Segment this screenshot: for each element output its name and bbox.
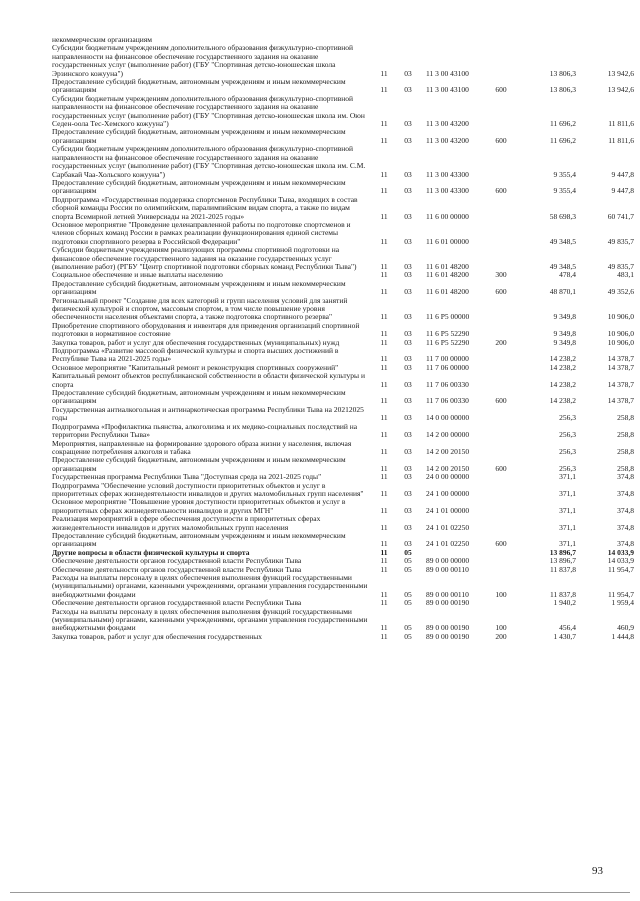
row-name: Субсидии бюджетным учреждениям дополнительного образования физкультурно-спортивной направленности на финансовое обеспечение государственного задания на оказание государственных услуг (выполнение работ) (ГБУ "Спортивная детско-юношеская школа Эрзинского кожууна") bbox=[52, 43, 354, 78]
row-target-code: 11 3 00 43100 bbox=[426, 85, 469, 95]
row-subsection: 05 bbox=[404, 598, 412, 608]
row-target-code: 11 3 00 43200 bbox=[426, 119, 469, 129]
row-name: Другие вопросы в области физической культуры и спорта bbox=[52, 547, 250, 557]
row-subsection: 03 bbox=[404, 539, 412, 549]
row-target-code: 11 6 01 48200 bbox=[426, 270, 469, 280]
row-amount-2022: 9 355,4 bbox=[553, 186, 576, 196]
row-expense-type bbox=[490, 599, 512, 607]
row-name: Предоставление субсидий бюджетным, автономным учреждениям и иным некоммерческим организациям bbox=[52, 530, 346, 549]
row-amount-2022: 1 430,7 bbox=[553, 631, 576, 641]
row-name: Основное мероприятие "Повышение уровня доступности приоритетных объектов и услуг в приоритетных сферах жизнедеятельности инвалидов и других МГН" bbox=[52, 497, 346, 515]
row-subsection: 03 bbox=[404, 430, 412, 440]
row-amount-2022: 256,3 bbox=[559, 446, 576, 456]
row-expense-type bbox=[490, 246, 512, 271]
row-name: Основное мероприятие "Капитальный ремонт и реконструкция спортивных сооружений" bbox=[52, 362, 339, 372]
row-expense-type: 600 bbox=[495, 396, 507, 406]
row-section: 11 bbox=[380, 623, 388, 633]
row-amount-2022: 13 896,7 bbox=[549, 547, 576, 557]
row-subsection: 03 bbox=[404, 211, 412, 221]
table-row bbox=[52, 246, 634, 271]
row-section: 11 bbox=[380, 522, 388, 532]
row-amount-2022: 371,1 bbox=[559, 505, 576, 515]
row-amount-2022: 49 348,5 bbox=[549, 236, 576, 246]
row-name: Основное мероприятие "Проведение целенаправленной работы по подготовке спортсменов и членов сборных команд России в рамках реализации функционирования единой системы подготовки спортивного резерва в Российской Федерации" bbox=[52, 219, 351, 246]
row-expense-type: 600 bbox=[495, 539, 507, 549]
row-section: 11 bbox=[380, 211, 388, 221]
footer-divider bbox=[10, 892, 630, 893]
row-amount-2022: 456,4 bbox=[559, 623, 576, 633]
row-section: 11 bbox=[380, 329, 388, 339]
row-name: Предоставление субсидий бюджетным, автономным учреждениям и иным некоммерческим организациям bbox=[52, 127, 346, 145]
table-row bbox=[52, 532, 634, 549]
row-amount-2023: 10 906,0 bbox=[607, 329, 634, 339]
row-subsection: 05 bbox=[404, 547, 412, 557]
row-expense-type bbox=[490, 196, 512, 221]
row-target-code: 89 0 00 00190 bbox=[426, 623, 470, 633]
row-name: некоммерческим организациям bbox=[52, 35, 152, 44]
row-expense-type: 100 bbox=[495, 589, 507, 599]
row-expense-type: 200 bbox=[495, 631, 507, 641]
row-target-code: 11 6 01 48200 bbox=[426, 287, 469, 297]
row-amount-2023: 374,8 bbox=[617, 539, 634, 549]
row-section: 11 bbox=[380, 446, 388, 456]
table-row bbox=[52, 128, 634, 145]
row-amount-2022: 9 349,8 bbox=[553, 329, 576, 339]
row-expense-type: 600 bbox=[495, 463, 507, 473]
row-target-code: 24 1 01 00000 bbox=[426, 505, 470, 515]
row-amount-2023: 11 811,6 bbox=[608, 135, 634, 145]
table-row bbox=[52, 456, 634, 473]
row-amount-2022: 14 238,2 bbox=[549, 379, 576, 389]
row-amount-2023: 258,8 bbox=[617, 463, 634, 473]
row-target-code: 89 0 00 00110 bbox=[426, 589, 469, 599]
row-expense-type bbox=[490, 364, 512, 372]
row-section: 11 bbox=[380, 631, 388, 641]
row-expense-type bbox=[490, 473, 512, 481]
row-section: 11 bbox=[380, 598, 388, 608]
row-name: Предоставление субсидий бюджетным, автономным учреждениям и иным некоммерческим организациям bbox=[52, 388, 346, 406]
row-name: Реализация мероприятий в сфере обеспечения доступности в приоритетных сферах жизнедеятельности инвалидов и других маломобильных групп населения bbox=[52, 514, 321, 532]
row-amount-2023: 10 906,0 bbox=[607, 312, 634, 322]
row-subsection: 05 bbox=[404, 589, 412, 599]
row-target-code: 11 7 06 00000 bbox=[426, 362, 469, 372]
row-expense-type bbox=[490, 423, 512, 440]
row-expense-type: 600 bbox=[495, 186, 507, 196]
row-amount-2022: 256,3 bbox=[559, 430, 576, 440]
row-amount-2023: 49 352,6 bbox=[607, 287, 634, 297]
row-expense-type bbox=[490, 515, 512, 532]
row-amount-2022: 1 940,2 bbox=[553, 598, 576, 608]
row-target-code: 14 2 00 20150 bbox=[426, 463, 470, 473]
row-section: 11 bbox=[380, 379, 388, 389]
row-target-code: 11 7 00 00000 bbox=[426, 354, 469, 364]
row-section: 11 bbox=[380, 312, 388, 322]
row-amount-2023: 14 378,7 bbox=[607, 354, 634, 364]
row-section: 11 bbox=[380, 505, 388, 515]
row-amount-2023: 258,8 bbox=[617, 430, 634, 440]
table-row bbox=[52, 498, 634, 515]
row-expense-type bbox=[490, 498, 512, 515]
row-subsection: 05 bbox=[404, 564, 412, 574]
row-amount-2022: 256,3 bbox=[559, 413, 576, 423]
row-expense-type: 600 bbox=[495, 135, 507, 145]
row-amount-2022: 478,4 bbox=[559, 270, 576, 280]
row-amount-2022: 14 238,2 bbox=[549, 354, 576, 364]
row-subsection: 03 bbox=[404, 362, 412, 372]
row-amount-2023: 11 811,6 bbox=[608, 119, 634, 129]
row-subsection: 05 bbox=[404, 623, 412, 633]
row-name: Приобретение спортивного оборудования и инвентаря для приведения организаций спортивной подготовки в нормативное состояние bbox=[52, 320, 360, 339]
row-expense-type bbox=[490, 372, 512, 389]
row-amount-2022: 48 870,1 bbox=[549, 287, 576, 297]
row-name: Государственная антиалкогольная и антинаркотическая программа Республики Тыва на 20212025 годы bbox=[52, 404, 364, 423]
row-target-code bbox=[420, 36, 490, 44]
row-name: Мероприятия, направленные на формирование здорового образа жизни у населения, включая сокращение потребления алкоголя и табака bbox=[52, 438, 352, 456]
row-target-code: 11 3 00 43300 bbox=[426, 169, 469, 179]
row-section: 11 bbox=[380, 186, 388, 196]
row-section: 11 bbox=[380, 564, 388, 574]
row-amount-2023: 460,9 bbox=[617, 623, 634, 633]
row-amount-2022: 9 349,8 bbox=[553, 312, 576, 322]
table-row bbox=[52, 95, 634, 129]
row-amount-2023: 258,8 bbox=[617, 446, 634, 456]
row-expense-type bbox=[490, 347, 512, 364]
row-expense-type bbox=[490, 297, 512, 322]
table-row bbox=[52, 515, 634, 532]
row-subsection: 03 bbox=[404, 119, 412, 129]
row-expense-type bbox=[490, 482, 512, 499]
row-amount-2022: 13 806,3 bbox=[549, 85, 576, 95]
row-subsection: 05 bbox=[404, 631, 412, 641]
table-row bbox=[52, 372, 634, 389]
row-amount-2022: 13 896,7 bbox=[549, 556, 576, 566]
row-name: Подпрограмма «Государственная поддержка спортсменов Республики Тыва, входящих в состав сборной команды России по олимпийским, паралимпийским видам спорта, а также по видам спорта Всемирной летней Универсиады на 2021-2025 годы» bbox=[52, 194, 358, 221]
row-amount-2022: 11 696,2 bbox=[550, 119, 576, 129]
row-amount-2023: 374,8 bbox=[617, 472, 634, 482]
row-name: Обеспечение деятельности органов государственной власти Республики Тыва bbox=[52, 598, 302, 608]
table-row bbox=[52, 322, 634, 339]
row-target-code: 24 1 01 02250 bbox=[426, 539, 470, 549]
row-amount-2023: 60 741,7 bbox=[607, 211, 634, 221]
row-subsection: 03 bbox=[404, 446, 412, 456]
row-section: 11 bbox=[380, 547, 388, 557]
row-amount-2023: 374,8 bbox=[617, 505, 634, 515]
row-target-code: 89 0 00 00000 bbox=[426, 556, 470, 566]
row-subsection: 03 bbox=[404, 413, 412, 423]
row-amount-2022: 9 349,8 bbox=[553, 337, 576, 347]
row-amount-2023: 13 942,6 bbox=[607, 68, 634, 78]
row-section: 11 bbox=[380, 413, 388, 423]
row-subsection: 05 bbox=[404, 556, 412, 566]
row-name: Обеспечение деятельности органов государственной власти Республики Тыва bbox=[52, 556, 302, 566]
row-section: 11 bbox=[380, 119, 388, 129]
row-target-code: 11 6 P5 52290 bbox=[426, 337, 470, 347]
row-subsection: 03 bbox=[404, 505, 412, 515]
row-section: 11 bbox=[380, 556, 388, 566]
budget-table bbox=[52, 36, 634, 641]
row-amount-2022: 371,1 bbox=[559, 472, 576, 482]
row-section: 11 bbox=[380, 539, 388, 549]
row-target-code: 89 0 00 00190 bbox=[426, 598, 470, 608]
row-target-code: 24 1 00 00000 bbox=[426, 488, 470, 498]
row-amount-2022: 9 355,4 bbox=[553, 169, 576, 179]
row-amount-2023: 14 378,7 bbox=[607, 396, 634, 406]
row-section: 11 bbox=[380, 270, 388, 280]
row-section: 11 bbox=[380, 362, 388, 372]
row-amount-2022: 58 698,3 bbox=[549, 211, 576, 221]
row-amount-2022 bbox=[512, 36, 576, 44]
row-target-code: 89 0 00 00190 bbox=[426, 631, 470, 641]
row-name: Расходы на выплаты персоналу в целях обеспечения выполнения функций государственными (муниципальными) органами, казенными учреждениями, органами управления государственными внебюджетными фондами bbox=[52, 573, 368, 599]
row-name: Закупка товаров, работ и услуг для обеспечения государственных bbox=[52, 631, 263, 641]
row-subsection: 03 bbox=[404, 270, 412, 280]
table-row bbox=[52, 423, 634, 440]
row-subsection: 03 bbox=[404, 522, 412, 532]
table-row bbox=[52, 389, 634, 406]
row-expense-type bbox=[490, 440, 512, 457]
row-section: 11 bbox=[380, 589, 388, 599]
row-name: Предоставление субсидий бюджетным, автономным учреждениям и иным некоммерческим организациям bbox=[52, 278, 346, 297]
row-target-code: 11 3 00 43100 bbox=[426, 68, 469, 78]
row-target-code: 89 0 00 00110 bbox=[426, 564, 469, 574]
row-amount-2023: 9 447,8 bbox=[611, 169, 634, 179]
row-expense-type bbox=[490, 549, 512, 557]
row-subsection bbox=[396, 36, 420, 44]
row-name: Предоставление субсидий бюджетным, автономным учреждениям и иным некоммерческим организациям bbox=[52, 77, 346, 95]
table-row bbox=[52, 78, 634, 95]
row-target-code: 11 3 00 43300 bbox=[426, 186, 469, 196]
row-section: 11 bbox=[380, 463, 388, 473]
row-section: 11 bbox=[380, 135, 388, 145]
table-row bbox=[52, 280, 634, 297]
row-subsection: 03 bbox=[404, 354, 412, 364]
row-name: Капитальный ремонт объектов республиканской собственности в области физической культуры и спорта bbox=[52, 371, 365, 389]
row-amount-2022: 11 837,8 bbox=[550, 589, 576, 599]
row-name: Закупка товаров, работ и услуг для обеспечения государственных (муниципальных) нужд bbox=[52, 337, 340, 347]
table-row bbox=[52, 44, 634, 78]
row-name: Подпрограмма «Развитие массовой физической культуры и спорта высших достижений в Республике Тыва на 2021-2025 годы» bbox=[52, 346, 339, 364]
row-amount-2023: 374,8 bbox=[617, 522, 634, 532]
row-subsection: 03 bbox=[404, 337, 412, 347]
row-subsection: 03 bbox=[404, 261, 412, 271]
row-subsection: 03 bbox=[404, 312, 412, 322]
row-target-code: 14 0 00 00000 bbox=[426, 413, 470, 423]
row-amount-2022: 11 837,8 bbox=[550, 564, 576, 574]
row-section: 11 bbox=[380, 68, 388, 78]
row-amount-2023: 1 959,4 bbox=[611, 598, 634, 608]
table-row bbox=[52, 406, 634, 423]
table-row bbox=[52, 196, 634, 221]
row-amount-2022: 371,1 bbox=[559, 488, 576, 498]
row-target-code: 11 6 00 00000 bbox=[426, 211, 469, 221]
row-target-code: 24 0 00 00000 bbox=[426, 472, 470, 482]
row-subsection: 03 bbox=[404, 169, 412, 179]
row-amount-2023: 49 835,7 bbox=[607, 236, 634, 246]
table-row bbox=[52, 221, 634, 246]
row-subsection: 03 bbox=[404, 379, 412, 389]
row-target-code: 24 1 01 02250 bbox=[426, 522, 470, 532]
row-target-code: 11 7 06 00330 bbox=[426, 379, 469, 389]
row-expense-type: 100 bbox=[495, 623, 507, 633]
row-amount-2023 bbox=[576, 36, 634, 44]
row-amount-2023: 1 444,8 bbox=[611, 631, 634, 641]
row-amount-2022: 11 696,2 bbox=[550, 135, 576, 145]
row-section bbox=[372, 36, 396, 44]
row-amount-2022: 49 348,5 bbox=[549, 261, 576, 271]
row-amount-2022: 371,1 bbox=[559, 539, 576, 549]
table-row bbox=[52, 347, 634, 364]
row-name: Предоставление субсидий бюджетным, автономным учреждениям и иным некоммерческим организациям bbox=[52, 455, 346, 473]
row-expense-type bbox=[490, 44, 512, 78]
row-amount-2022: 14 238,2 bbox=[549, 396, 576, 406]
row-target-code: 11 7 06 00330 bbox=[426, 396, 469, 406]
row-section: 11 bbox=[380, 337, 388, 347]
row-amount-2023: 11 954,7 bbox=[608, 589, 634, 599]
row-expense-type bbox=[490, 145, 512, 179]
budget-table-container bbox=[52, 35, 634, 641]
row-name: Региональный проект "Создание для всех категорий и групп населения условий для занятий физической культурой и спортом, массовым спортом, в том числе повышение уровня обеспеченности населения объектами спорта, а также подготовка спортивного резерва" bbox=[52, 295, 348, 322]
page-number: 93 bbox=[592, 865, 603, 877]
table-row bbox=[52, 440, 634, 457]
row-amount-2023: 14 033,9 bbox=[607, 547, 634, 557]
row-amount-2023: 483,1 bbox=[617, 270, 634, 280]
row-amount-2022: 14 238,2 bbox=[549, 362, 576, 372]
row-name: Обеспечение деятельности органов государственной власти Республики Тыва bbox=[52, 564, 302, 574]
row-expense-type: 300 bbox=[495, 270, 507, 280]
row-target-code: 14 2 00 20150 bbox=[426, 446, 470, 456]
table-row bbox=[52, 297, 634, 322]
table-row bbox=[52, 179, 634, 196]
row-subsection: 03 bbox=[404, 236, 412, 246]
row-amount-2023: 14 378,7 bbox=[607, 362, 634, 372]
row-name: Социальное обеспечение и иные выплаты населению bbox=[52, 270, 223, 280]
row-expense-type bbox=[490, 406, 512, 423]
row-amount-2023: 10 906,0 bbox=[607, 337, 634, 347]
row-expense-type bbox=[490, 322, 512, 339]
row-subsection: 03 bbox=[404, 186, 412, 196]
row-expense-type bbox=[490, 566, 512, 574]
row-amount-2023: 258,8 bbox=[617, 413, 634, 423]
row-subsection: 03 bbox=[404, 85, 412, 95]
row-subsection: 03 bbox=[404, 472, 412, 482]
row-subsection: 03 bbox=[404, 463, 412, 473]
row-name: Государственная программа Республики Тыва "Доступная среда на 2021-2025 годы" bbox=[52, 472, 322, 482]
row-name: Подпрограмма «Профилактика пьянства, алкоголизма и их медико-социальных последствий на территории Республики Тыва» bbox=[52, 421, 358, 440]
row-amount-2023: 14 033,9 bbox=[607, 556, 634, 566]
row-subsection: 03 bbox=[404, 329, 412, 339]
row-amount-2023: 14 378,7 bbox=[607, 379, 634, 389]
row-name: Субсидии бюджетным учреждениям дополнительного образования физкультурно-спортивной направленности на финансовое обеспечение государственного задания на оказание государственных услуг (выполнение работ) (ГБУ "Спортивная детско-юношеская школа им. С.М. Сарбакай Чаа-Хольского кожууна") bbox=[52, 144, 366, 179]
row-subsection: 03 bbox=[404, 68, 412, 78]
row-section: 11 bbox=[380, 472, 388, 482]
row-expense-type: 200 bbox=[495, 337, 507, 347]
row-expense-type bbox=[490, 221, 512, 246]
table-row bbox=[52, 633, 634, 641]
row-expense-type bbox=[490, 36, 512, 44]
budget-table-body bbox=[52, 36, 634, 641]
row-expense-type: 600 bbox=[495, 287, 507, 297]
row-target-code: 11 6 01 00000 bbox=[426, 236, 469, 246]
row-target-code: 11 6 01 48200 bbox=[426, 261, 469, 271]
row-section: 11 bbox=[380, 287, 388, 297]
row-section: 11 bbox=[380, 354, 388, 364]
row-amount-2023: 9 447,8 bbox=[611, 186, 634, 196]
row-target-code: 14 2 00 00000 bbox=[426, 430, 470, 440]
row-subsection: 03 bbox=[404, 135, 412, 145]
row-section: 11 bbox=[380, 488, 388, 498]
row-name: Предоставление субсидий бюджетным, автономным учреждениям и иным некоммерческим организациям bbox=[52, 177, 346, 196]
row-section: 11 bbox=[380, 396, 388, 406]
row-amount-2023: 49 835,7 bbox=[607, 261, 634, 271]
row-name: Субсидии бюджетным учреждениям реализующих программы спортивной подготовки на финансовое обеспечение государственного задания на оказание государственных услуг (выполнение работ) (РГБУ "Центр спортивной подготовки сборных команд Республики Тыва") bbox=[52, 245, 357, 271]
row-subsection: 03 bbox=[404, 396, 412, 406]
row-expense-type: 600 bbox=[495, 85, 507, 95]
row-section: 11 bbox=[380, 261, 388, 271]
row-amount-2023: 374,8 bbox=[617, 488, 634, 498]
table-row bbox=[52, 145, 634, 179]
row-amount-2022: 256,3 bbox=[559, 463, 576, 473]
row-expense-type bbox=[490, 95, 512, 129]
table-row bbox=[52, 574, 634, 599]
row-name: Субсидии бюджетным учреждениям дополнительного образования физкультурно-спортивной направленности на финансовое обеспечение государственного задания на оказание государственных услуг (выполнение работ) (ГБУ "Спортивная детско-юношеская школа им. Оюн Седен-оола Тес-Хемского кожууна") bbox=[52, 93, 365, 129]
table-row bbox=[52, 482, 634, 499]
row-amount-2023: 11 954,7 bbox=[608, 564, 634, 574]
row-amount-2022: 13 806,3 bbox=[549, 68, 576, 78]
row-amount-2023: 13 942,6 bbox=[607, 85, 634, 95]
row-subsection: 03 bbox=[404, 488, 412, 498]
row-subsection: 03 bbox=[404, 287, 412, 297]
table-row bbox=[52, 608, 634, 633]
row-section: 11 bbox=[380, 85, 388, 95]
row-section: 11 bbox=[380, 169, 388, 179]
row-target-code: 11 6 P5 52290 bbox=[426, 329, 470, 339]
row-target-code: 11 3 00 43200 bbox=[426, 135, 469, 145]
row-target-code: 11 6 P5 00000 bbox=[426, 312, 470, 322]
row-name: Расходы на выплаты персоналу в целях обеспечения выполнения функций государственными (муниципальными) органами, казенными учреждениями, органами управления государственными внебюджетными фондами bbox=[52, 606, 368, 633]
row-section: 11 bbox=[380, 236, 388, 246]
row-amount-2022: 371,1 bbox=[559, 522, 576, 532]
row-section: 11 bbox=[380, 430, 388, 440]
row-name: Подпрограмма "Обеспечение условий доступности приоритетных объектов и услуг в приоритетных сферах жизнедеятельности инвалидов и других маломобильных групп населения" bbox=[52, 480, 364, 498]
row-expense-type bbox=[490, 557, 512, 565]
